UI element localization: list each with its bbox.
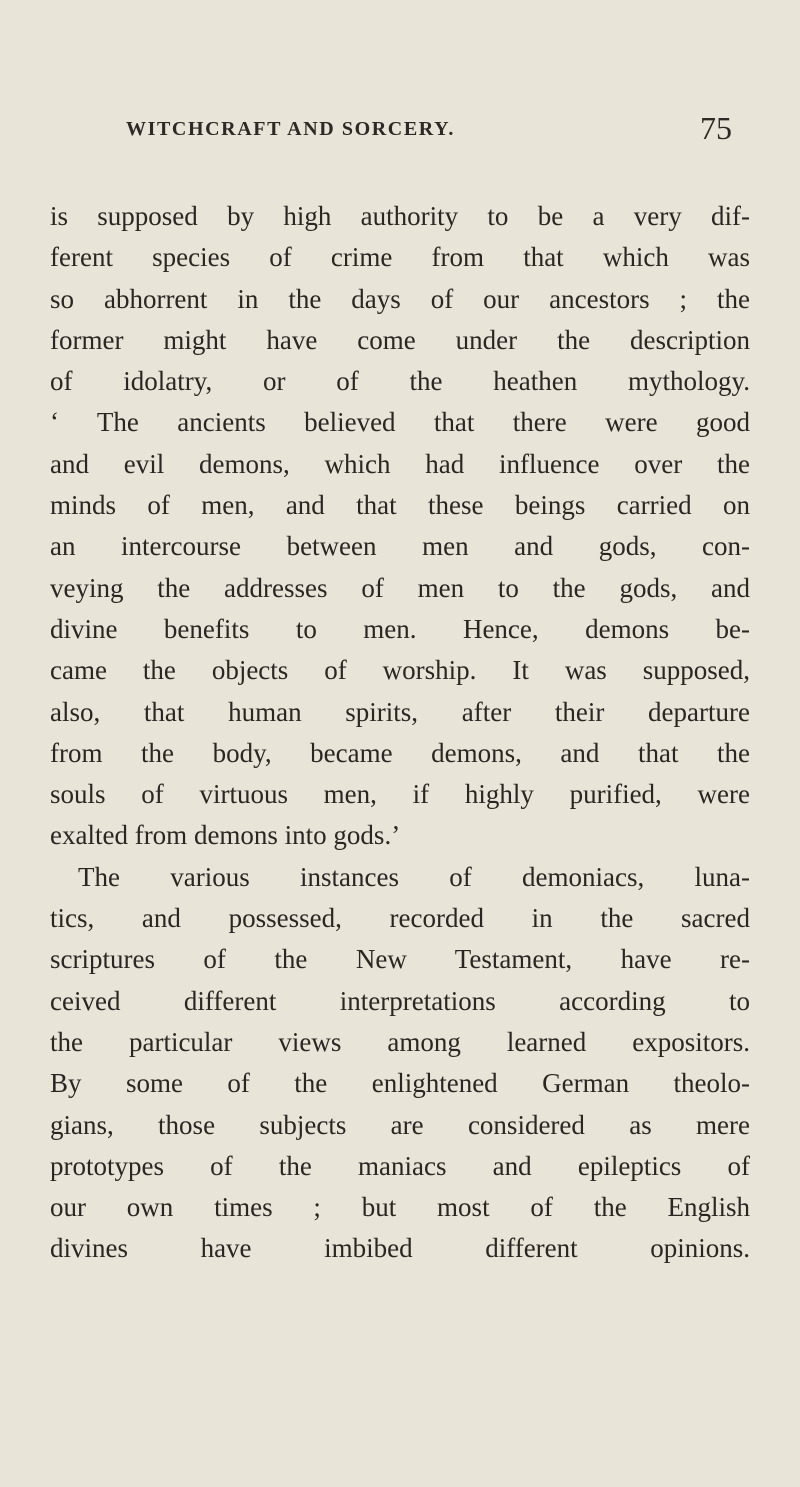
text-line: the particular views among learned expositors. (50, 1026, 750, 1057)
text-line: of idolatry, or of the heathen mythology. (50, 366, 750, 397)
text-line: ‘ The ancients believed that there were good (50, 407, 750, 438)
page-number: 75 (700, 110, 732, 146)
text-line: gians, those subjects are considered as mere (50, 1109, 750, 1140)
text-line: prototypes of the maniacs and epileptics of (50, 1150, 750, 1181)
text-line: came the objects of worship. It was supposed, (50, 655, 750, 686)
running-head (0, 110, 800, 158)
text-line: souls of virtuous men, if highly purified, were (50, 779, 750, 810)
text-line: veying the addresses of men to the gods, and (50, 572, 750, 603)
text-line: so abhorrent in the days of our ancestors ; the (50, 283, 750, 314)
text-line: also, that human spirits, after their departure (50, 696, 750, 727)
text-line: and evil demons, which had influence over the (50, 448, 750, 479)
text-line: divines have imbibed different opinions. (50, 1233, 750, 1264)
text-line: The various instances of demoniacs, luna- (78, 861, 750, 892)
text-line: ceived different interpretations according to (50, 985, 750, 1016)
text-line: minds of men, and that these beings carried on (50, 490, 750, 521)
text-line: By some of the enlightened German theolo- (50, 1068, 750, 1099)
text-line: former might have come under the description (50, 324, 750, 355)
text-line: ferent species of crime from that which was (50, 242, 750, 273)
text-line: our own times ; but most of the English (50, 1192, 750, 1223)
text-line: from the body, became demons, and that the (50, 737, 750, 768)
body-text (50, 196, 750, 1270)
text-line: scriptures of the New Testament, have re- (50, 944, 750, 975)
text-line: divine benefits to men. Hence, demons be- (50, 613, 750, 644)
text-line: exalted from demons into gods.’ (50, 820, 401, 851)
text-line: is supposed by high authority to be a very dif- (50, 201, 750, 231)
text-line: an intercourse between men and gods, con- (50, 531, 750, 562)
running-title: WITCHCRAFT AND SORCERY. (126, 118, 455, 140)
text-line: tics, and possessed, recorded in the sacred (50, 903, 750, 934)
